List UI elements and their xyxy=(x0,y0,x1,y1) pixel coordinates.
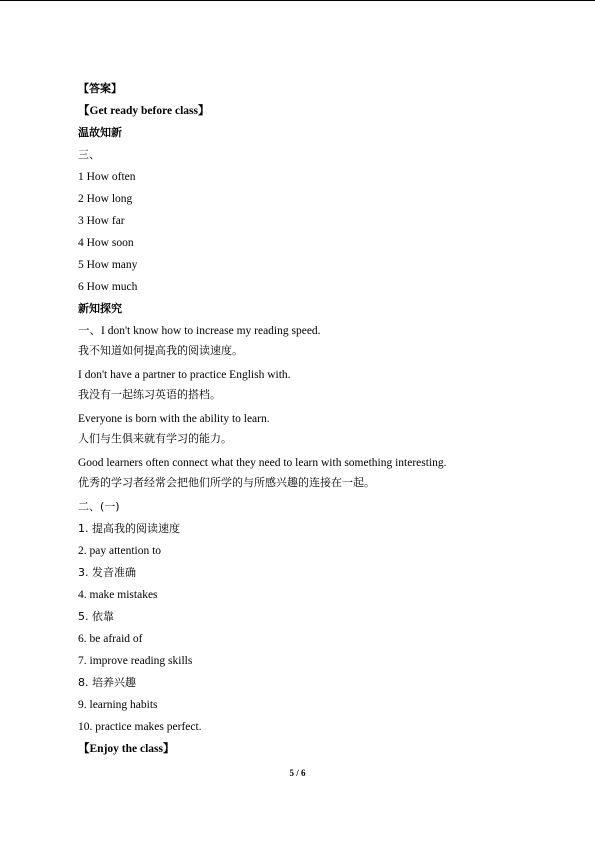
sentence-chinese: 优秀的学习者经常会把他们所学的与所感兴趣的连接在一起。 xyxy=(78,476,375,489)
document-body xyxy=(78,78,538,760)
subheading-new-knowledge: 新知探究 xyxy=(78,302,122,315)
page-number: 5 / 6 xyxy=(289,768,306,778)
sentence-english: 一、I don't know how to increase my reading speed. xyxy=(78,325,321,337)
answer-line: 8. 培养兴趣 xyxy=(78,676,136,689)
answer-line: 5 How many xyxy=(78,259,138,271)
sentence-english: Good learners often connect what they need to learn with something interesting. xyxy=(78,457,447,469)
section-heading-get-ready: 【Get ready before class】 xyxy=(78,105,210,117)
answer-line: 2. pay attention to xyxy=(78,545,162,557)
answer-line: 1 How often xyxy=(78,171,136,183)
answer-line: 9. learning habits xyxy=(78,699,158,711)
answer-line: 5. 依靠 xyxy=(78,610,114,623)
answer-line: 3. 发音准确 xyxy=(78,566,136,579)
section-heading-enjoy-class: 【Enjoy the class】 xyxy=(78,743,175,755)
answer-line: 2 How long xyxy=(78,193,133,205)
answer-line: 6. be afraid of xyxy=(78,633,143,645)
answer-line: 1. 提高我的阅读速度 xyxy=(78,522,180,535)
part-two-label: 二、(一) xyxy=(78,500,120,513)
sentence-chinese: 我没有一起练习英语的搭档。 xyxy=(78,388,221,401)
answer-line: 4. make mistakes xyxy=(78,589,158,601)
sentence-chinese: 人们与生俱来就有学习的能力。 xyxy=(78,432,232,445)
sentence-english: Everyone is born with the ability to learn. xyxy=(78,413,270,425)
part-three-label: 三、 xyxy=(78,148,100,161)
answer-heading: 【答案】 xyxy=(78,82,122,95)
subheading-review: 温故知新 xyxy=(78,126,122,139)
top-border-line xyxy=(0,0,595,1)
answer-line: 7. improve reading skills xyxy=(78,655,193,667)
answer-line: 10. practice makes perfect. xyxy=(78,721,202,733)
sentence-chinese: 我不知道如何提高我的阅读速度。 xyxy=(78,344,243,357)
sentence-english: I don't have a partner to practice English with. xyxy=(78,369,291,381)
answer-line: 4 How soon xyxy=(78,237,134,249)
answer-line: 6 How much xyxy=(78,281,138,293)
answer-line: 3 How far xyxy=(78,215,125,227)
